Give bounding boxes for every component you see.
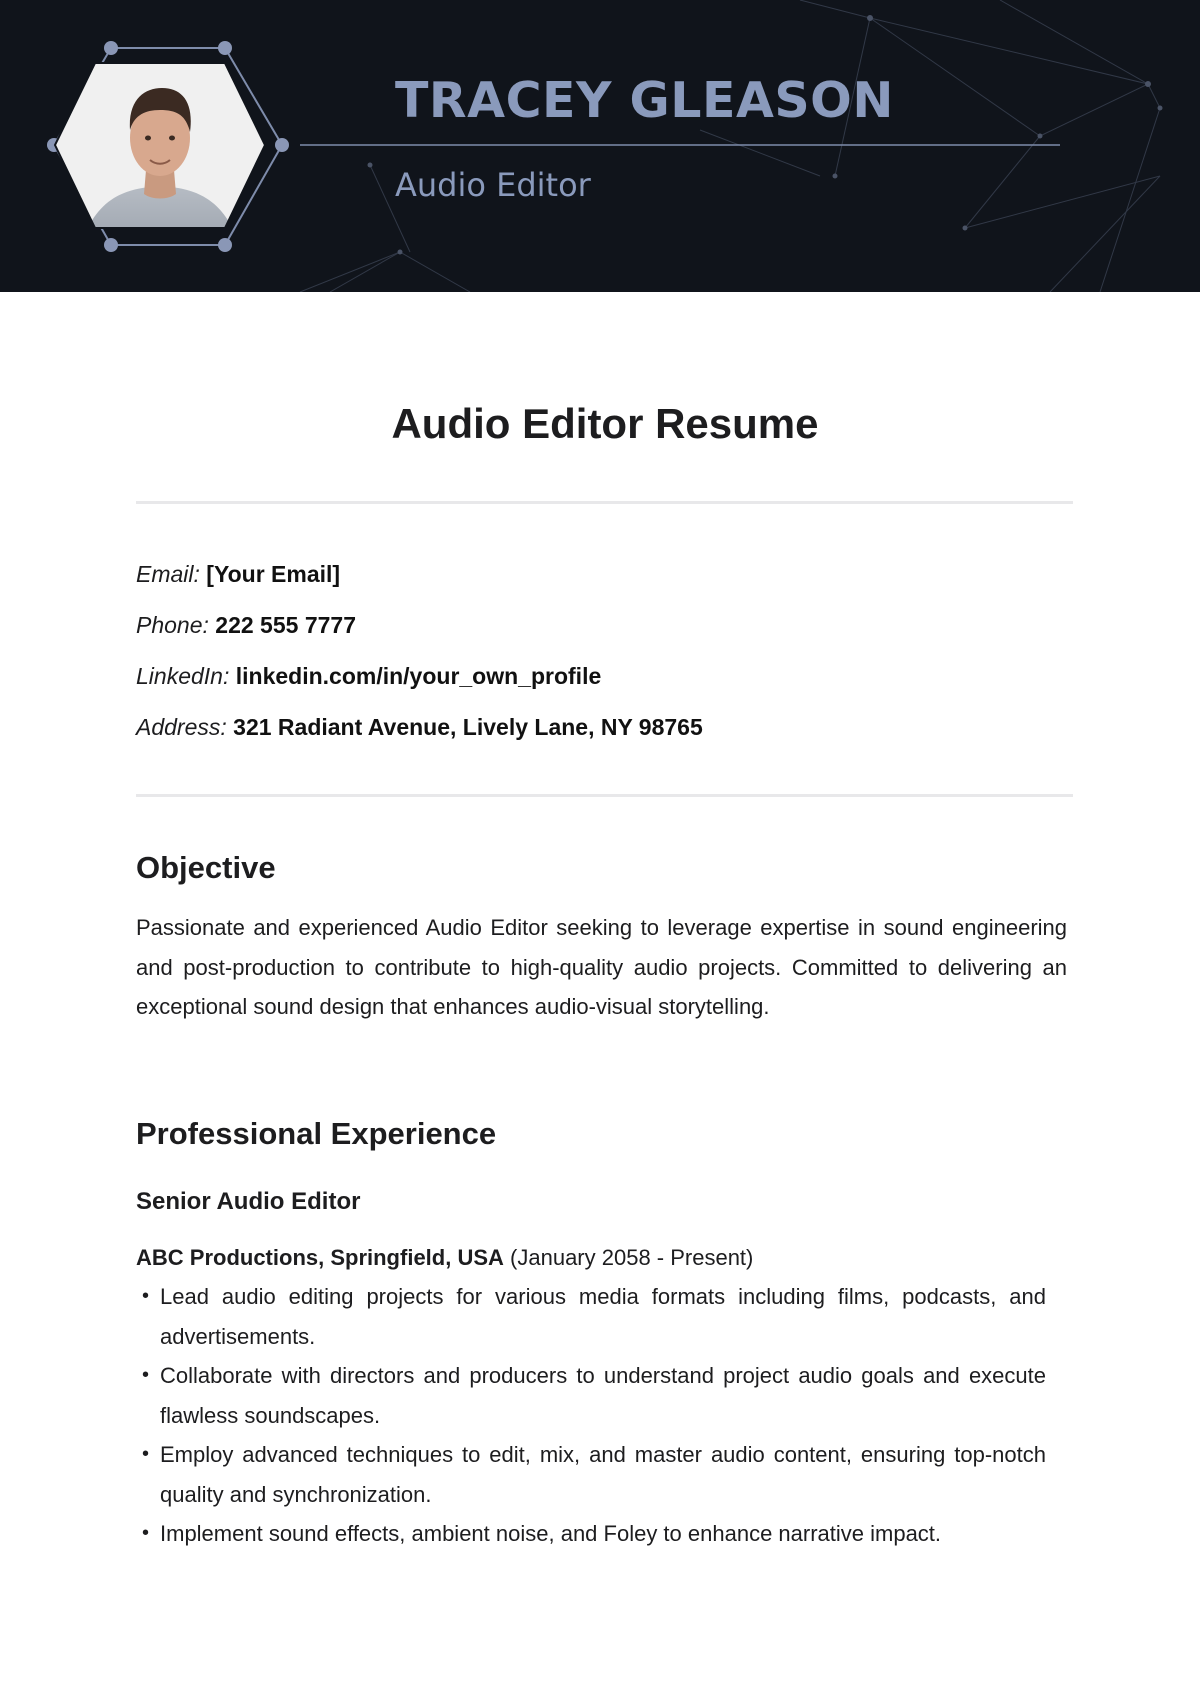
contact-linkedin bbox=[136, 658, 1076, 709]
experience-heading: Professional Experience bbox=[136, 1116, 497, 1151]
contact-label: Address: bbox=[136, 714, 227, 740]
objective-heading: Objective bbox=[136, 850, 276, 885]
job-duties-list bbox=[136, 1277, 1046, 1554]
list-item: • Lead audio editing projects for various media formats including films, podcasts, and advertisements. bbox=[136, 1277, 1046, 1356]
profile-photo-frame bbox=[40, 38, 300, 258]
contact-label: Email: bbox=[136, 561, 200, 587]
objective-text: Passionate and experienced Audio Editor seeking to leverage expertise in sound engineering and post-production to contribute to high-quality audio projects. Committed to delivering an exceptional sound design that enhances audio-visual storytelling. bbox=[136, 915, 1067, 1019]
contact-phone bbox=[136, 607, 1076, 658]
list-item: • Collaborate with directors and producers to understand project audio goals and execute flawless soundscapes. bbox=[136, 1356, 1046, 1435]
job-dates: (January 2058 - Present) bbox=[510, 1245, 754, 1270]
list-item: • Employ advanced techniques to edit, mix, and master audio content, ensuring top-notch quality and synchronization. bbox=[136, 1435, 1046, 1514]
profile-photo bbox=[40, 38, 300, 258]
contact-value: [Your Email] bbox=[206, 561, 341, 587]
contact-label: LinkedIn: bbox=[136, 663, 230, 689]
document-title: Audio Editor Resume bbox=[391, 400, 819, 447]
contact-email bbox=[136, 556, 1076, 607]
divider bbox=[136, 501, 1073, 504]
job-company: ABC Productions, Springfield, USA bbox=[136, 1245, 504, 1270]
job-company-line bbox=[136, 1240, 753, 1276]
contact-label: Phone: bbox=[136, 612, 209, 638]
contact-section bbox=[136, 556, 1076, 760]
list-item: • Implement sound effects, ambient noise, and Foley to enhance narrative impact. bbox=[136, 1514, 1046, 1554]
candidate-name: TRACEY GLEASON bbox=[395, 72, 894, 129]
divider bbox=[136, 794, 1073, 797]
contact-address bbox=[136, 709, 1076, 760]
contact-value: 321 Radiant Avenue, Lively Lane, NY 98765 bbox=[233, 714, 703, 740]
contact-value: 222 555 7777 bbox=[215, 612, 356, 638]
header-banner bbox=[0, 0, 1200, 292]
job-title: Senior Audio Editor bbox=[136, 1188, 361, 1215]
candidate-role: Audio Editor bbox=[395, 166, 591, 204]
contact-value: linkedin.com/in/your_own_profile bbox=[235, 663, 602, 689]
